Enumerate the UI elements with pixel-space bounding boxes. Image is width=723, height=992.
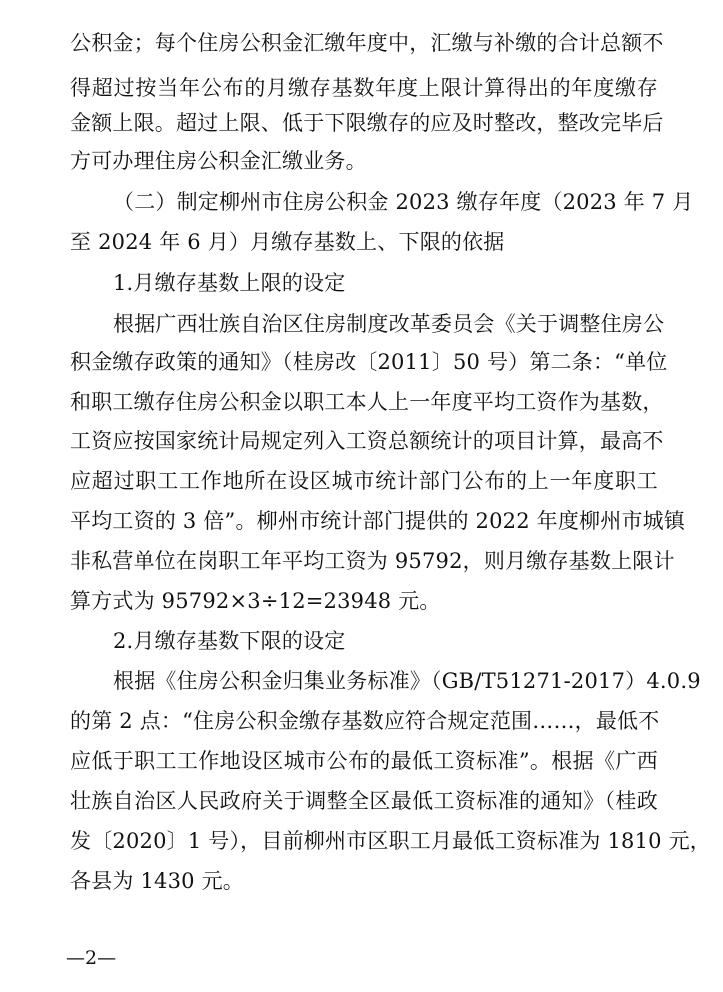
item-2-body-line-6: 各县为 1430 元。 (70, 869, 244, 893)
item-1-body-line-6: 平均工资的 3 倍”。柳州市统计部门提供的 2022 年度柳州市城镇 (70, 509, 686, 533)
item-2-heading: 2.月缴存基数下限的设定 (113, 629, 346, 653)
item-2-body-line-5: 发〔2020〕1 号），目前柳州市区职工月最低工资标准为 1810 元， (70, 829, 711, 853)
item-1-body-line-1: 根据广西壮族自治区住房制度改革委员会《关于调整住房公 (113, 312, 665, 336)
section-2-heading-line-1: （二）制定柳州市住房公积金 2023 缴存年度（2023 年 7 月 (113, 190, 694, 214)
page-number: —2— (66, 947, 117, 969)
paragraph-limit-rule-line-3: 金额上限。超过上限、低于下限缴存的应及时整改，整改完毕后 (70, 111, 664, 135)
item-2-body-line-3: 应低于职工工作地设区城市公布的最低工资标准”。根据《广西 (70, 749, 658, 773)
paragraph-limit-rule-line-4: 方可办理住房公积金汇缴业务。 (70, 149, 367, 173)
item-2-body-line-2: 的第 2 点：“住房公积金缴存基数应符合规定范围……，最低不 (70, 709, 660, 733)
paragraph-limit-rule-line-2: 得超过按当年公布的月缴存基数年度上限计算得出的年度缴存 (70, 76, 658, 100)
item-1-body-line-5: 应超过职工工作地所在设区城市统计部门公布的上一年度职工 (70, 469, 658, 493)
item-1-body-line-8: 算方式为 95792×3÷12=23948 元。 (70, 589, 441, 613)
section-2-heading-line-2: 至 2024 年 6 月）月缴存基数上、下限的依据 (70, 230, 505, 254)
item-1-body-line-4: 工资应按国家统计局规定列入工资总额统计的项目计算，最高不 (70, 429, 664, 453)
item-2-body-line-4: 壮族自治区人民政府关于调整全区最低工资标准的通知》（桂政 (70, 789, 658, 813)
item-1-heading: 1.月缴存基数上限的设定 (113, 271, 346, 295)
item-1-body-line-2: 积金缴存政策的通知》（桂房改〔2011〕50 号）第二条：“单位 (70, 350, 668, 374)
paragraph-limit-rule-line-1: 公积金；每个住房公积金汇缴年度中，汇缴与补缴的合计总额不 (70, 31, 664, 55)
item-2-body-line-1: 根据《住房公积金归集业务标准》（GB/T51271-2017）4.0.9 (113, 669, 701, 693)
item-1-body-line-3: 和职工缴存住房公积金以职工本人上一年度平均工资作为基数， (70, 390, 664, 414)
item-1-body-line-7: 非私营单位在岗职工年平均工资为 95792，则月缴存基数上限计 (70, 549, 675, 573)
